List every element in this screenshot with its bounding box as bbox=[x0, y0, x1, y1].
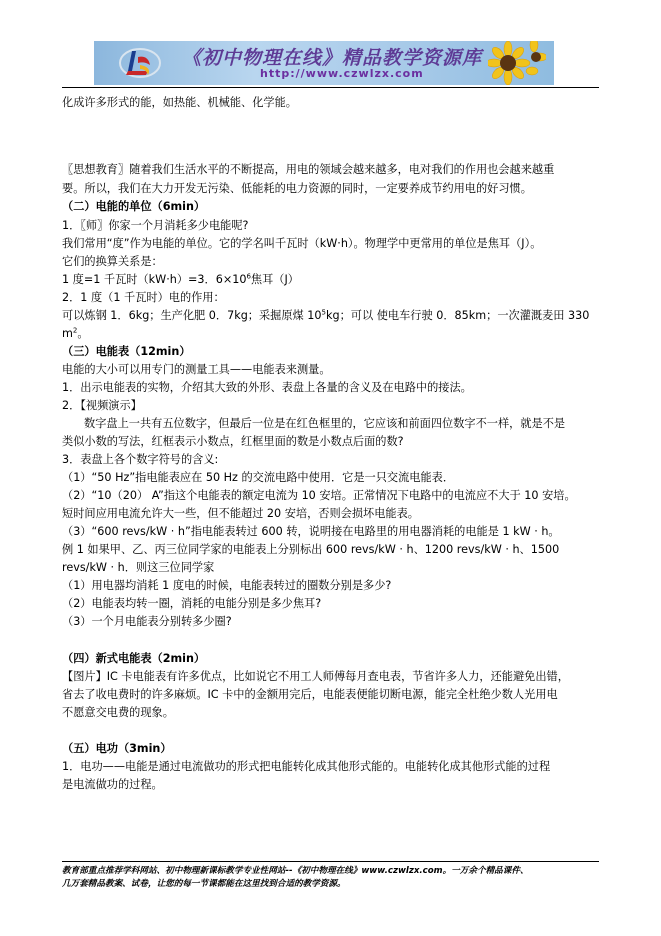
line-text: （2）“10（20） A”指这个电能表的额定电流为 10 安培。正常情况下电路中的电流应不大于 10 安培。 bbox=[62, 489, 576, 502]
line-text: 化成许多形式的能，如热能、机械能、化学能。 bbox=[62, 96, 297, 109]
text-line bbox=[62, 163, 554, 177]
line-text: （3）一个月电能表分别转多少圈? bbox=[62, 615, 232, 628]
text-line bbox=[62, 435, 404, 449]
line-text: 数字盘上一共有五位数字，但最后一位是在红色框里的，它应该和前面四位数字不一样，就是不是 bbox=[84, 417, 566, 430]
line-text: m bbox=[62, 327, 73, 340]
line-text: 短时间应用电流允许大一些，但不能超过 20 安培，否则会损坏电能表。 bbox=[62, 507, 419, 520]
footer-divider bbox=[62, 861, 599, 862]
line-text: （三）电能表（12min） bbox=[62, 345, 191, 358]
text-line bbox=[62, 778, 163, 792]
line-text: 是电流做功的过程。 bbox=[62, 778, 163, 791]
text-line bbox=[62, 706, 174, 720]
line-text: 【图片】IC 卡电能表有许多优点，比如说它不用工人师傅每月查电表，节省许多人力，还能避免出错， bbox=[62, 670, 569, 683]
text-line bbox=[62, 597, 321, 611]
line-text: （2）电能表均转一圈，消耗的电能分别是多少焦耳? bbox=[62, 597, 322, 610]
line-text: 不愿意交电费的现象。 bbox=[62, 706, 174, 719]
line-text: 2．1 度（1 千瓦时）电的作用： bbox=[62, 291, 225, 304]
line-text: 类似小数的写法，红框表示小数点，红框里面的数是小数点后面的数? bbox=[62, 435, 404, 448]
text-line bbox=[62, 255, 163, 269]
text-line bbox=[62, 363, 331, 377]
line-text: 省去了收电费时的许多麻烦。IC 卡中的金额用完后，电能表便能切断电源，能完全杜绝少数人光用电 bbox=[62, 688, 558, 701]
section-heading bbox=[62, 345, 191, 359]
footer-line-1: 教育部重点推荐学科网站、初中物理新课标教学专业性网站--《初中物理在线》www.czwlzx.com。一万余个精品课件、 bbox=[62, 866, 529, 876]
line-text: 例 1 如果甲、乙、丙三位同学家的电能表上分别标出 600 revs/kW · h、1200 revs/kW · h、1500 bbox=[62, 543, 560, 556]
text-line bbox=[62, 525, 560, 539]
text-line bbox=[62, 327, 89, 341]
text-line bbox=[62, 615, 232, 629]
site-title: 《初中物理在线》精品教学资源库 bbox=[182, 47, 483, 69]
line-text: 1 度=1 千瓦时（kW·h）=3．6×10 bbox=[62, 273, 247, 286]
line-text: （五）电功（3min） bbox=[62, 742, 172, 755]
text-line bbox=[62, 381, 472, 395]
line-text: 1．〖师〗你家一个月消耗多少电能呢? bbox=[62, 219, 249, 232]
line-text: 2．【视频演示】 bbox=[62, 399, 142, 412]
sunflower-icon bbox=[488, 41, 546, 85]
text-line bbox=[62, 760, 550, 774]
line-text-tail: kg；可以 使电车行驶 0．85km；一次灌溉麦田 330 bbox=[326, 309, 590, 322]
text-line bbox=[62, 561, 214, 575]
line-text: （1）“50 Hz”指电能表应在 50 Hz 的交流电路中使用．它是一只交流电能表． bbox=[62, 471, 455, 484]
section-heading bbox=[62, 742, 172, 756]
text-line bbox=[62, 291, 225, 305]
line-text: 电能的大小可以用专门的测量工具——电能表来测量。 bbox=[62, 363, 331, 376]
text-line bbox=[62, 182, 532, 196]
superscript: 2 bbox=[72, 326, 78, 335]
line-text-tail: 。 bbox=[77, 327, 89, 340]
site-url: http://www.czwlzx.com bbox=[260, 67, 424, 80]
text-line bbox=[62, 309, 589, 323]
text-line bbox=[62, 237, 541, 251]
text-line bbox=[62, 399, 142, 413]
line-text: 我们常用“度”作为电能的单位。它的学名叫千瓦时（kW·h）。物理学中更常用的单位是焦耳（J）。 bbox=[62, 237, 542, 250]
line-text-tail: 焦耳（J） bbox=[250, 273, 299, 286]
superscript: 6 bbox=[246, 272, 251, 281]
text-line bbox=[62, 96, 297, 110]
line-text: 它们的换算关系是： bbox=[62, 255, 163, 268]
line-text: （四）新式电能表（2min） bbox=[62, 652, 206, 665]
text-line bbox=[62, 507, 419, 521]
text-line bbox=[62, 471, 454, 485]
text-line bbox=[62, 273, 299, 287]
header-divider bbox=[62, 87, 599, 88]
section-heading bbox=[62, 652, 205, 666]
superscript: 5 bbox=[321, 308, 327, 317]
line-text: （二）电能的单位（6min） bbox=[62, 200, 206, 213]
line-text: 1．出示电能表的实物，介绍其大致的外形、表盘上各量的含义及在电路中的接法。 bbox=[62, 381, 472, 394]
text-line bbox=[62, 579, 391, 593]
text-line bbox=[62, 489, 576, 503]
line-text: 1．电功——电能是通过电流做功的形式把电能转化成其他形式能的。电能转化成其他形式能的过程 bbox=[62, 760, 551, 773]
text-line bbox=[62, 219, 248, 233]
text-line bbox=[62, 543, 559, 557]
line-text: 可以炼钢 1．6kg；生产化肥 0．7kg；采掘原煤 10 bbox=[62, 309, 322, 322]
text-line bbox=[84, 417, 565, 431]
header-banner bbox=[94, 41, 554, 85]
text-line bbox=[62, 670, 569, 684]
section-heading bbox=[62, 200, 205, 214]
footer-line-2: 几万套精品教案、试卷，让您的每一节课都能在这里找到合适的教学资源。 bbox=[62, 879, 346, 889]
line-text: （1）用电器均消耗 1 度电的时候，电能表转过的圈数分别是多少? bbox=[62, 579, 392, 592]
line-text: 要。所以，我们在大力开发无污染、低能耗的电力资源的同时，一定要养成节约用电的好习惯。 bbox=[62, 182, 532, 195]
line-text: 3．表盘上各个数字符号的含义: bbox=[62, 453, 219, 466]
line-text: 〖思想教育〗随着我们生活水平的不断提高，用电的领域会越来越多，电对我们的作用也会越来越重 bbox=[62, 163, 555, 176]
text-line bbox=[62, 688, 558, 702]
line-text: （3）“600 revs/kW · h”指电能表转过 600 转，说明接在电路里的用电器消耗的电能是 1 kW · h。 bbox=[62, 525, 560, 538]
line-text: revs/kW · h．则这三位同学家 bbox=[62, 561, 215, 574]
text-line bbox=[62, 453, 218, 467]
site-logo-icon bbox=[118, 45, 162, 81]
